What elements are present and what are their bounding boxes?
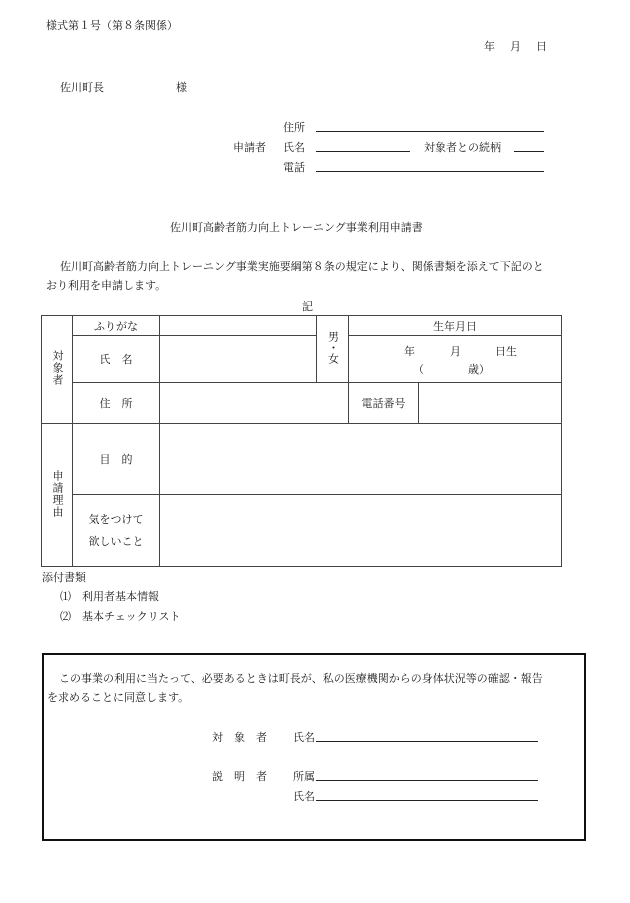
name-label: 氏 名	[73, 336, 160, 383]
document-title: 佐川町高齢者筋力向上トレーニング事業利用申請書	[170, 221, 423, 234]
consent-subject-name-label: 氏名	[293, 731, 315, 744]
applicant-name-field[interactable]	[316, 151, 410, 152]
phone-number-field[interactable]	[419, 383, 562, 424]
consent-explainer-name-field[interactable]	[316, 800, 538, 801]
attachments-heading: 添付書類	[42, 571, 86, 584]
date-line: 年 月 日	[484, 40, 549, 53]
relation-field[interactable]	[514, 151, 544, 152]
furigana-field[interactable]	[160, 316, 317, 336]
birthdate-field[interactable]	[349, 336, 562, 383]
applicant-phone-label: 電話	[283, 161, 305, 174]
consent-explainer-name-label: 氏名	[293, 790, 315, 803]
addressee-honorific: 様	[176, 81, 187, 94]
attachment-item: ⑵ 基本チェックリスト	[60, 610, 181, 623]
attachment-item: ⑴ 利用者基本情報	[60, 590, 159, 603]
age-label: （ 歳）	[413, 363, 490, 376]
consent-explainer-label: 説 明 者	[212, 770, 267, 783]
ki-marker: 記	[302, 300, 313, 313]
address-field[interactable]	[160, 383, 349, 424]
consent-subject-label: 対 象 者	[212, 731, 267, 744]
name-field[interactable]	[160, 336, 317, 383]
birthdate-header: 生年月日	[349, 316, 562, 336]
consent-affiliation-field[interactable]	[316, 780, 538, 781]
phone-number-label: 電話番号	[349, 383, 419, 424]
gender-cell[interactable]: 男・女	[317, 316, 349, 383]
application-table	[41, 315, 562, 567]
body-line-1: 佐川町高齢者筋力向上トレーニング事業実施要綱第８条の規定により、関係書類を添えて下記のと	[60, 260, 544, 273]
consent-subject-name-field[interactable]	[316, 741, 538, 742]
purpose-field[interactable]	[160, 424, 562, 495]
applicant-address-field[interactable]	[316, 131, 544, 132]
form-number: 様式第１号（第８条関係）	[46, 19, 178, 32]
body-line-2: おり利用を申請します。	[46, 279, 167, 292]
reason-group-label: 申請理由	[42, 424, 73, 567]
birth-day-label: 日生	[495, 345, 517, 358]
consent-affiliation-label: 所属	[293, 770, 315, 783]
addressee-name: 佐川町長	[60, 81, 104, 94]
birth-month-label: 月	[450, 345, 461, 358]
relation-label: 対象者との続柄	[424, 141, 501, 154]
applicant-address-label: 住所	[283, 121, 305, 134]
consent-line-1: この事業の利用に当たって、必要あるときは町長が、私の医療機関からの身体状況等の確認・報告	[59, 672, 543, 685]
birth-year-label: 年	[404, 345, 415, 358]
purpose-label: 目 的	[73, 424, 160, 495]
consent-box	[42, 653, 586, 841]
consent-line-2: を求めることに同意します。	[47, 691, 190, 704]
notes-label: 気をつけて 欲しいこと	[73, 495, 160, 567]
notes-field[interactable]	[160, 495, 562, 567]
subject-group-label: 対象者	[42, 316, 73, 424]
address-label: 住 所	[73, 383, 160, 424]
applicant-name-label: 氏名	[283, 141, 305, 154]
applicant-label: 申請者	[233, 141, 266, 154]
applicant-phone-field[interactable]	[316, 171, 544, 172]
furigana-label: ふりがな	[73, 316, 160, 336]
